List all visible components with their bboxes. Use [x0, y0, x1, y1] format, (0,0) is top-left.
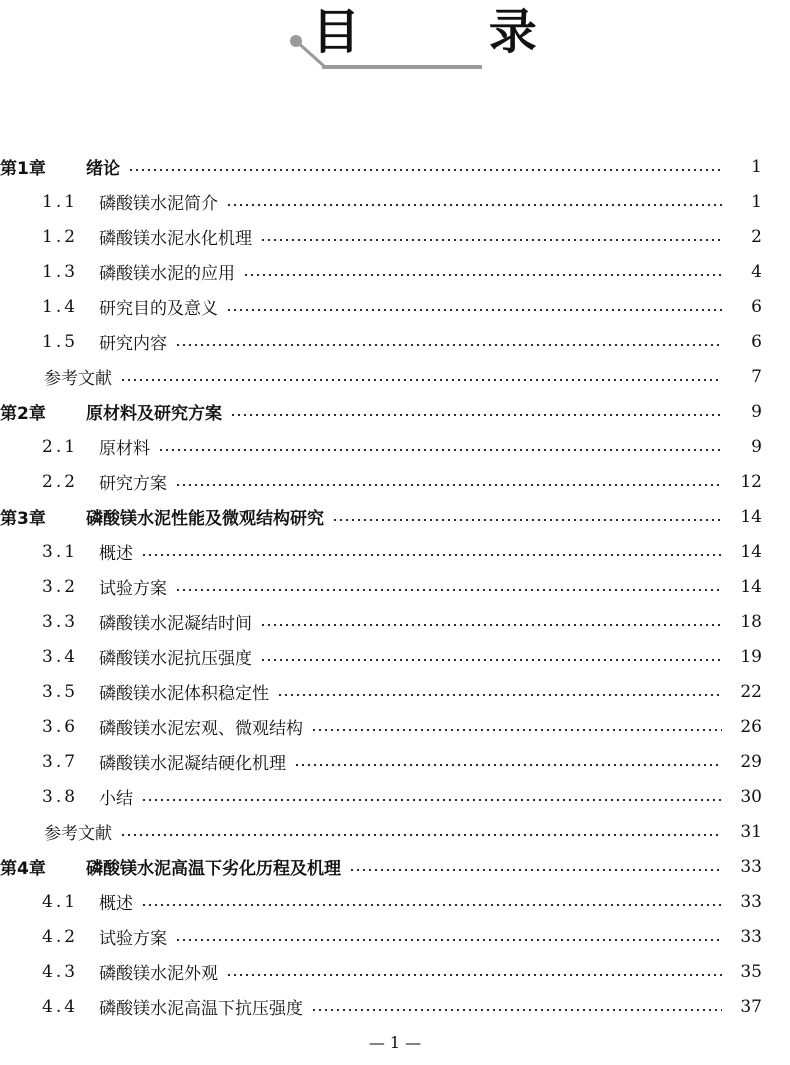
page-number: 14: [740, 506, 762, 527]
section-number: 1.2: [42, 226, 79, 247]
section-number: 1.1: [42, 191, 79, 212]
section-title: 研究内容: [99, 334, 167, 354]
section-number: 3.7: [42, 751, 79, 772]
dot-leader: [175, 484, 722, 486]
section-title: 试验方案: [99, 929, 167, 949]
chapter-label: 第1章: [0, 159, 46, 179]
toc-section-entry[interactable]: [0, 954, 790, 989]
title-area: [0, 0, 790, 80]
toc-section-entry[interactable]: [0, 464, 790, 499]
toc-references-entry[interactable]: [0, 814, 790, 849]
dot-leader: [243, 274, 722, 276]
page-number: 9: [751, 436, 762, 457]
toc-section-entry[interactable]: [0, 569, 790, 604]
toc-section-entry[interactable]: [0, 324, 790, 359]
section-title: 磷酸镁水泥凝结硬化机理: [99, 754, 286, 774]
toc-section-entry[interactable]: [0, 534, 790, 569]
chapter-title: 磷酸镁水泥性能及微观结构研究: [86, 509, 324, 529]
page-number: 1: [751, 156, 762, 177]
toc-section-entry[interactable]: [0, 744, 790, 779]
section-title: 研究方案: [99, 474, 167, 494]
dot-leader: [332, 519, 722, 521]
page-number: 18: [740, 611, 762, 632]
section-title: 小结: [99, 789, 133, 809]
dot-leader: [226, 204, 722, 206]
section-number: 3.2: [42, 576, 79, 597]
page-number: 30: [740, 786, 762, 807]
section-title: 概述: [99, 894, 133, 914]
chapter-title: 绪论: [86, 159, 120, 179]
dot-leader: [175, 589, 722, 591]
page-number: 37: [740, 996, 762, 1017]
toc-chapter-entry[interactable]: [0, 394, 790, 429]
toc-section-entry[interactable]: [0, 674, 790, 709]
page-number: 9: [751, 401, 762, 422]
page-number: 2: [751, 226, 762, 247]
dot-leader: [120, 834, 722, 836]
toc-references-entry[interactable]: [0, 359, 790, 394]
dot-leader: [294, 764, 722, 766]
section-number: 3.4: [42, 646, 79, 667]
section-title: 磷酸镁水泥水化机理: [99, 229, 252, 249]
chapter-title: 原材料及研究方案: [86, 404, 222, 424]
dot-leader: [141, 799, 722, 801]
page-number: 1: [751, 191, 762, 212]
dot-leader: [260, 624, 722, 626]
page-number: 6: [751, 331, 762, 352]
section-number: 3.8: [42, 786, 79, 807]
dot-leader: [175, 344, 722, 346]
section-title: 磷酸镁水泥高温下抗压强度: [99, 999, 303, 1019]
title-decoration-underline: [322, 65, 482, 69]
toc-section-entry[interactable]: [0, 184, 790, 219]
section-title: 磷酸镁水泥抗压强度: [99, 649, 252, 669]
page-number: 4: [751, 261, 762, 282]
chapter-title: 磷酸镁水泥高温下劣化历程及机理: [86, 859, 341, 879]
section-number: 3.3: [42, 611, 79, 632]
toc-section-entry[interactable]: [0, 219, 790, 254]
toc-section-entry[interactable]: [0, 289, 790, 324]
dot-leader: [128, 169, 722, 171]
section-title: 磷酸镁水泥凝结时间: [99, 614, 252, 634]
section-number: 1.3: [42, 261, 79, 282]
toc-section-entry[interactable]: [0, 989, 790, 1024]
dot-leader: [158, 449, 722, 451]
chapter-label: 第2章: [0, 404, 46, 424]
toc-section-entry[interactable]: [0, 779, 790, 814]
section-number: 4.4: [42, 996, 79, 1017]
toc-chapter-entry[interactable]: [0, 849, 790, 884]
dot-leader: [260, 659, 722, 661]
section-number: 4.1: [42, 891, 79, 912]
toc-section-entry[interactable]: [0, 429, 790, 464]
section-number: 3.1: [42, 541, 79, 562]
page-number: 33: [740, 891, 762, 912]
page-number: 19: [740, 646, 762, 667]
page-number: 33: [740, 926, 762, 947]
dot-leader: [260, 239, 722, 241]
page-number: 26: [740, 716, 762, 737]
section-number: 4.3: [42, 961, 79, 982]
section-number: 3.6: [42, 716, 79, 737]
section-number: 3.5: [42, 681, 79, 702]
toc-section-entry[interactable]: [0, 919, 790, 954]
dot-leader: [349, 869, 722, 871]
page-number: 35: [740, 961, 762, 982]
toc-section-entry[interactable]: [0, 884, 790, 919]
dot-leader: [141, 554, 722, 556]
dot-leader: [175, 939, 722, 941]
section-title: 试验方案: [99, 579, 167, 599]
toc-section-entry[interactable]: [0, 639, 790, 674]
page-number: 7: [751, 366, 762, 387]
section-number: 1.5: [42, 331, 79, 352]
dot-leader: [226, 974, 722, 976]
page-number: 22: [740, 681, 762, 702]
table-of-contents: [0, 149, 790, 1024]
section-title: 概述: [99, 544, 133, 564]
page-number: 14: [740, 541, 762, 562]
references-title: 参考文献: [44, 369, 112, 389]
section-number: 4.2: [42, 926, 79, 947]
section-title: 原材料: [99, 439, 150, 459]
dot-leader: [277, 694, 722, 696]
toc-chapter-entry[interactable]: [0, 149, 790, 184]
section-title: 磷酸镁水泥的应用: [99, 264, 235, 284]
section-title: 磷酸镁水泥宏观、微观结构: [99, 719, 303, 739]
page-number: 14: [740, 576, 762, 597]
dot-leader: [311, 1009, 722, 1011]
section-title: 磷酸镁水泥体积稳定性: [99, 684, 269, 704]
toc-chapter-entry[interactable]: [0, 499, 790, 534]
section-title: 磷酸镁水泥简介: [99, 194, 218, 214]
dot-leader: [311, 729, 722, 731]
page-number: 33: [740, 856, 762, 877]
page-title: 目 录: [312, 4, 593, 60]
page-number: 31: [740, 821, 762, 842]
dot-leader: [230, 414, 722, 416]
page-number: 6: [751, 296, 762, 317]
dot-leader: [141, 904, 722, 906]
page-number: 12: [740, 471, 762, 492]
page-number-footer: — 1 —: [368, 1033, 422, 1052]
references-title: 参考文献: [44, 824, 112, 844]
section-number: 2.1: [42, 436, 79, 457]
toc-section-entry[interactable]: [0, 709, 790, 744]
chapter-label: 第3章: [0, 509, 46, 529]
chapter-label: 第4章: [0, 859, 46, 879]
section-number: 2.2: [42, 471, 79, 492]
section-title: 磷酸镁水泥外观: [99, 964, 218, 984]
toc-section-entry[interactable]: [0, 254, 790, 289]
dot-leader: [226, 309, 722, 311]
page-number: 29: [740, 751, 762, 772]
section-number: 1.4: [42, 296, 79, 317]
dot-leader: [120, 379, 722, 381]
section-title: 研究目的及意义: [99, 299, 218, 319]
toc-section-entry[interactable]: [0, 604, 790, 639]
